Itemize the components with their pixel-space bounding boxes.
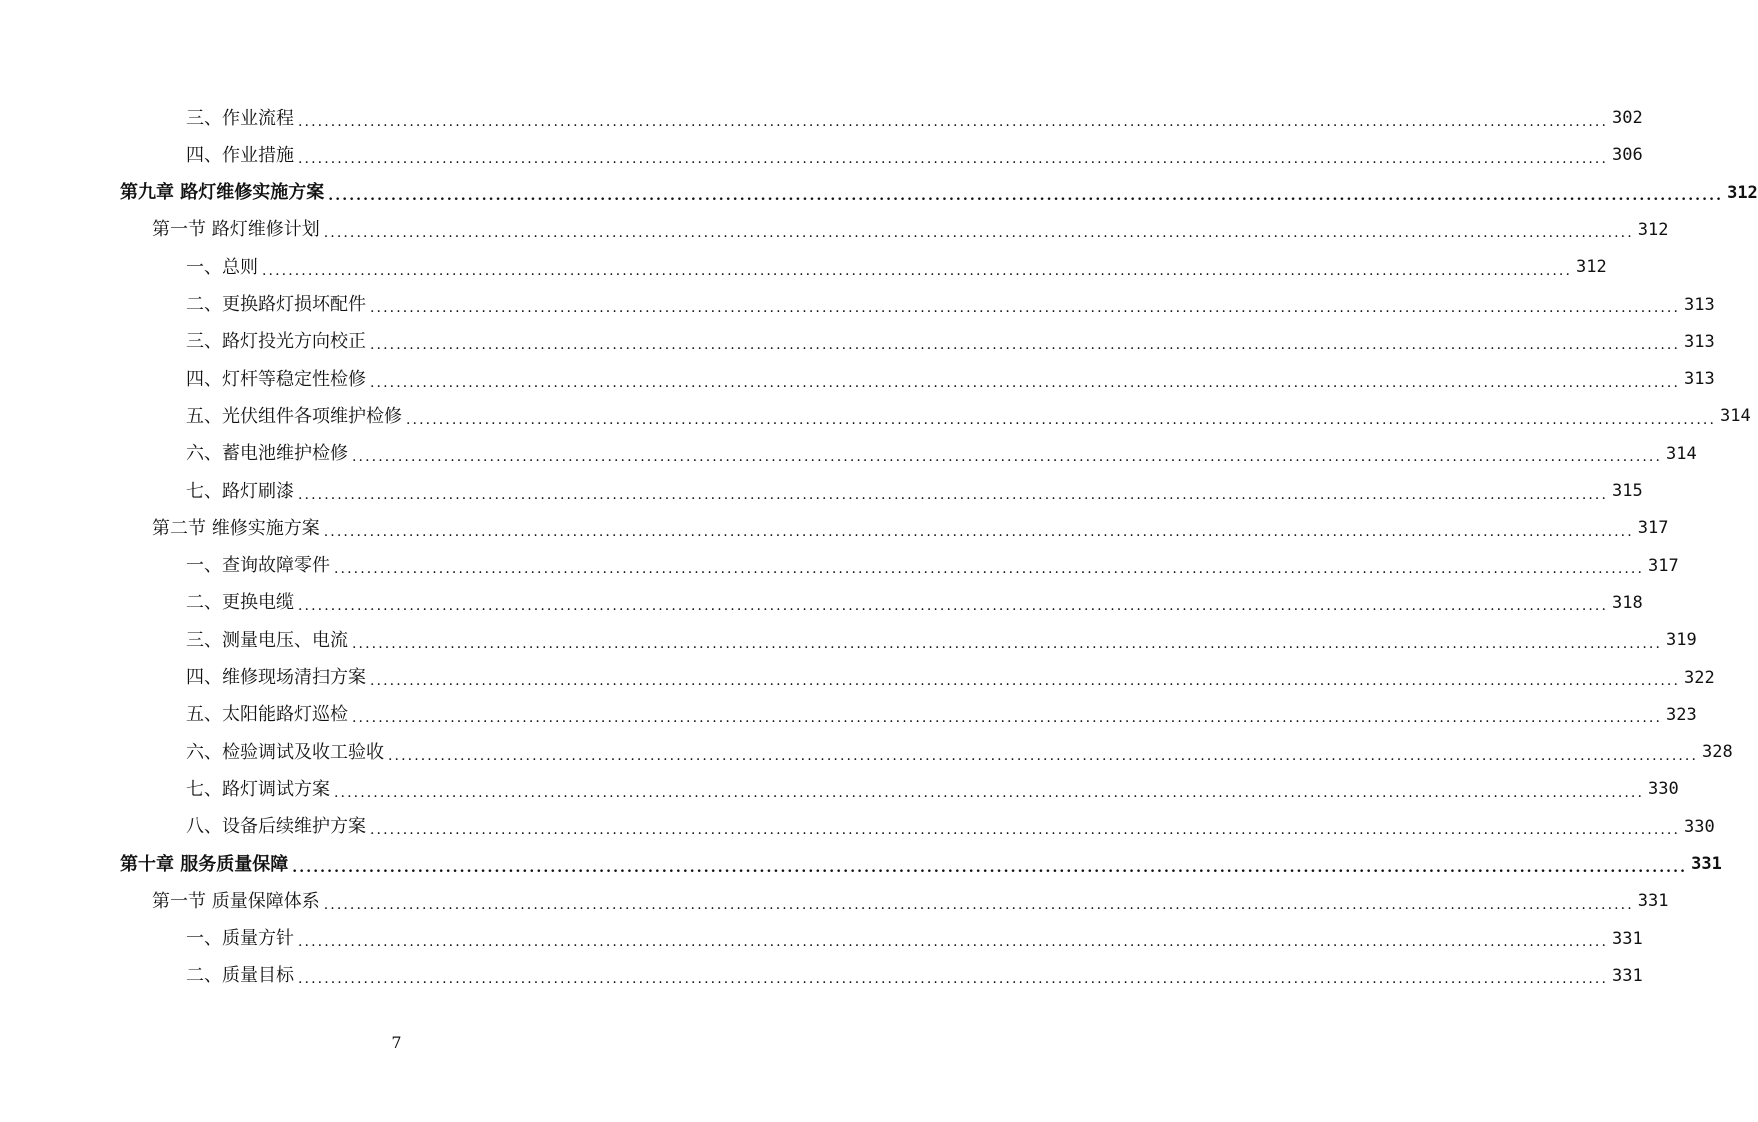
toc-entry-title: 八、设备后续维护方案 [186,816,366,838]
toc-entry[interactable] [186,958,1643,995]
toc-entry[interactable] [186,100,1643,137]
toc-entry-title: 二、更换电缆 [186,592,294,614]
toc-entry-title: 二、更换路灯损坏配件 [186,294,366,315]
toc-entry[interactable] [120,175,1758,212]
toc-entry[interactable] [186,287,1715,324]
dot-leader: ........................................................................................................................................................................................................ [298,971,1609,988]
toc-entry-title: 七、路灯调试方案 [186,778,330,800]
dot-leader: ........................................................................................................................................................................................................ [323,896,1634,913]
dot-leader: ........................................................................................................................................................................................................ [298,486,1609,503]
toc-entry-page: 313 [1684,331,1715,352]
toc-entry[interactable] [186,249,1607,286]
toc-entry-title: 三、测量电压、电流 [186,629,348,651]
dot-leader: ........................................................................................................................................................................................................ [352,449,1663,466]
dot-leader: ........................................................................................................................................................................................................ [323,225,1634,242]
toc-entry-page: 317 [1637,518,1669,539]
dot-leader: ........................................................................................................................................................................................................ [292,859,1688,876]
toc-entry[interactable] [186,734,1733,771]
toc-entry-page: 328 [1702,742,1733,763]
toc-entry[interactable] [152,883,1669,920]
toc-entry[interactable] [186,361,1715,398]
toc-entry[interactable] [152,212,1669,249]
toc-entry-page: 319 [1666,630,1697,651]
toc-entry[interactable] [186,809,1715,846]
dot-leader: ........................................................................................................................................................................................................ [370,300,1681,316]
dot-leader: ........................................................................................................................................................................................................ [334,784,1645,801]
toc-entry-page: 331 [1612,965,1643,986]
toc-entry-title: 六、蓄电池维护检修 [186,443,348,465]
toc-entry-page: 314 [1720,406,1751,427]
toc-entry-title: 六、检验调试及收工验收 [186,741,384,763]
toc-entry-title: 一、质量方针 [186,928,294,950]
dot-leader: ........................................................................................................................................................................................................ [370,822,1681,839]
toc-entry[interactable] [186,585,1643,622]
toc-entry[interactable] [186,324,1715,361]
toc-entry[interactable] [186,398,1751,435]
toc-entry[interactable] [186,548,1679,585]
toc-entry-title: 一、查询故障零件 [186,555,330,577]
toc-entry-title: 第十章 服务质量保障 [120,853,289,875]
toc-entry-title: 第一节 路灯维修计划 [152,219,320,241]
toc-entry[interactable] [186,436,1697,473]
toc-entry-title: 第二节 维修实施方案 [152,517,320,539]
toc-entry-page: 322 [1684,667,1715,688]
toc-entry-title: 三、路灯投光方向校正 [186,331,366,353]
toc-entry-title: 三、作业流程 [186,107,294,129]
toc-entry[interactable] [152,510,1669,547]
toc-entry-page: 312 [1727,182,1758,203]
dot-leader: ........................................................................................................................................................................................................ [323,523,1634,540]
dot-leader: ........................................................................................................................................................................................................ [298,113,1609,130]
toc-entry-page: 323 [1666,704,1697,725]
toc-entry-page: 318 [1612,592,1643,613]
toc-entry-page: 330 [1648,779,1679,800]
dot-leader: ........................................................................................................................................................................................................ [370,337,1681,354]
toc-entry-title: 四、维修现场清扫方案 [186,667,366,688]
toc-entry-page: 331 [1612,928,1643,949]
dot-leader: ........................................................................................................................................................................................................ [352,710,1663,727]
toc-entry[interactable] [186,473,1643,510]
toc-entry-page: 331 [1637,891,1669,912]
dot-leader: ........................................................................................................................................................................................................ [406,411,1717,428]
toc-entry-title: 第九章 路灯维修实施方案 [120,182,325,204]
dot-leader: ........................................................................................................................................................................................................ [298,934,1609,951]
toc-entry[interactable] [186,660,1715,697]
toc-entry-title: 五、太阳能路灯巡检 [186,704,348,726]
toc-entry-page: 302 [1612,108,1643,128]
toc-entry-page: 312 [1576,257,1607,278]
toc-entry-page: 331 [1691,854,1722,874]
toc-entry-page: 313 [1684,369,1715,390]
toc-entry-page: 313 [1684,294,1715,315]
toc-entry-title: 七、路灯刷漆 [186,480,294,502]
toc-entry[interactable] [186,921,1643,958]
toc-entry[interactable] [120,846,1722,883]
dot-leader: ........................................................................................................................................................................................................ [370,673,1681,689]
page-number: 7 [391,1033,402,1052]
toc-entry-title: 二、质量目标 [186,965,294,987]
dot-leader: ........................................................................................................................................................................................................ [334,561,1645,578]
toc-entry-page: 312 [1637,219,1669,240]
toc-entry-page: 317 [1648,555,1679,576]
dot-leader: ........................................................................................................................................................................................................ [352,635,1663,652]
dot-leader: ........................................................................................................................................................................................................ [388,747,1699,764]
toc-entry[interactable] [186,697,1697,734]
dot-leader: ........................................................................................................................................................................................................ [298,150,1609,167]
dot-leader: ........................................................................................................................................................................................................ [298,598,1609,615]
dot-leader: ........................................................................................................................................................................................................ [370,374,1681,391]
toc-entry-title: 第一节 质量保障体系 [152,890,320,912]
toc-entry-page: 306 [1612,145,1643,166]
toc-entry-title: 一、总则 [186,256,258,278]
toc-entry-page: 314 [1666,443,1697,464]
toc-entry-title: 五、光伏组件各项维护检修 [186,405,402,427]
toc-entry[interactable] [186,137,1643,174]
dot-leader: ........................................................................................................................................................................................................ [262,262,1573,279]
dot-leader: ........................................................................................................................................................................................................ [328,188,1724,205]
toc-entry[interactable] [186,771,1679,808]
toc-entry-page: 330 [1684,816,1715,837]
toc-entry-title: 四、作业措施 [186,144,294,166]
toc-entry-page: 315 [1612,481,1643,501]
toc-entry[interactable] [186,622,1697,659]
toc-entry-title: 四、灯杆等稳定性检修 [186,368,366,390]
